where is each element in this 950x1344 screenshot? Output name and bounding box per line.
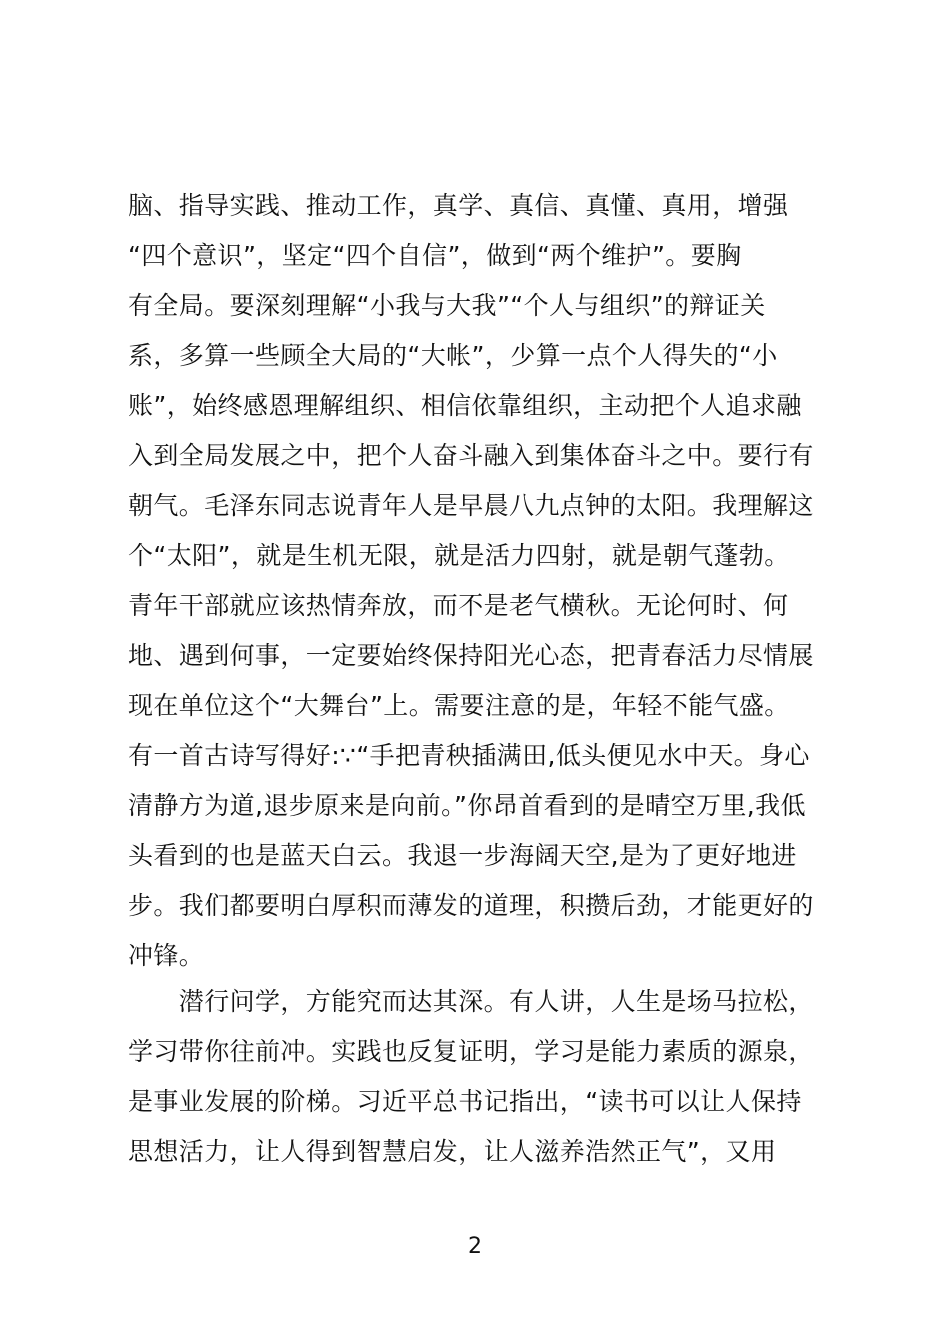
text-line: 潜行问学，方能究而达其深。有人讲，人生是场马拉松， — [128, 987, 814, 1016]
text-line: 现在单位这个“大舞台”上。需要注意的是，年轻不能气盛。 — [128, 691, 790, 720]
page-number: 2 — [468, 1234, 482, 1259]
text-line: 账”，始终感恩理解组织、相信依靠组织，主动把个人追求融 — [128, 391, 802, 420]
text-line: 清静方为道,退步原来是向前。”你昂首看到的是晴空万里,我低 — [128, 791, 806, 820]
text-line: 冲锋。 — [128, 941, 205, 970]
text-line: 有一首古诗写得好:∵“手把青秧插满田,低头便见水中天。身心 — [128, 741, 810, 770]
text-line: 有全局。要深刻理解“小我与大我”“个人与组织”的辩证关 — [128, 291, 766, 320]
text-line: 个“太阳”，就是生机无限，就是活力四射，就是朝气蓬勃。 — [128, 541, 790, 570]
paragraph-study — [128, 977, 838, 1177]
text-line: 脑、指导实践、推动工作，真学、真信、真懂、真用，增强 — [128, 191, 789, 220]
text-line: 朝气。毛泽东同志说青年人是早晨八九点钟的太阳。我理解这 — [128, 491, 814, 520]
text-line: 青年干部就应该热情奔放，而不是老气横秋。无论何时、何 — [128, 591, 789, 620]
text-line: 学习带你往前冲。实践也反复证明，学习是能力素质的源泉， — [128, 1037, 814, 1066]
text-line: 头看到的也是蓝天白云。我退一步海阔天空,是为了更好地进 — [128, 841, 797, 870]
paragraph-continued — [128, 181, 838, 981]
text-line: 入到全局发展之中，把个人奋斗融入到集体奋斗之中。要行有 — [128, 441, 814, 470]
text-line: “四个意识”，坚定“四个自信”，做到“两个维护”。要胸 — [128, 241, 742, 270]
text-line: 地、遇到何事，一定要始终保持阳光心态，把青春活力尽情展 — [128, 641, 814, 670]
text-line: 是事业发展的阶梯。习近平总书记指出，“读书可以让人保持 — [128, 1087, 802, 1116]
text-line: 思想活力，让人得到智慧启发，让人滋养浩然正气”，又用 — [128, 1137, 777, 1166]
text-line: 系，多算一些顾全大局的“大帐”，少算一点个人得失的“小 — [128, 341, 778, 370]
text-line: 步。我们都要明白厚积而薄发的道理，积攒后劲，才能更好的 — [128, 891, 814, 920]
